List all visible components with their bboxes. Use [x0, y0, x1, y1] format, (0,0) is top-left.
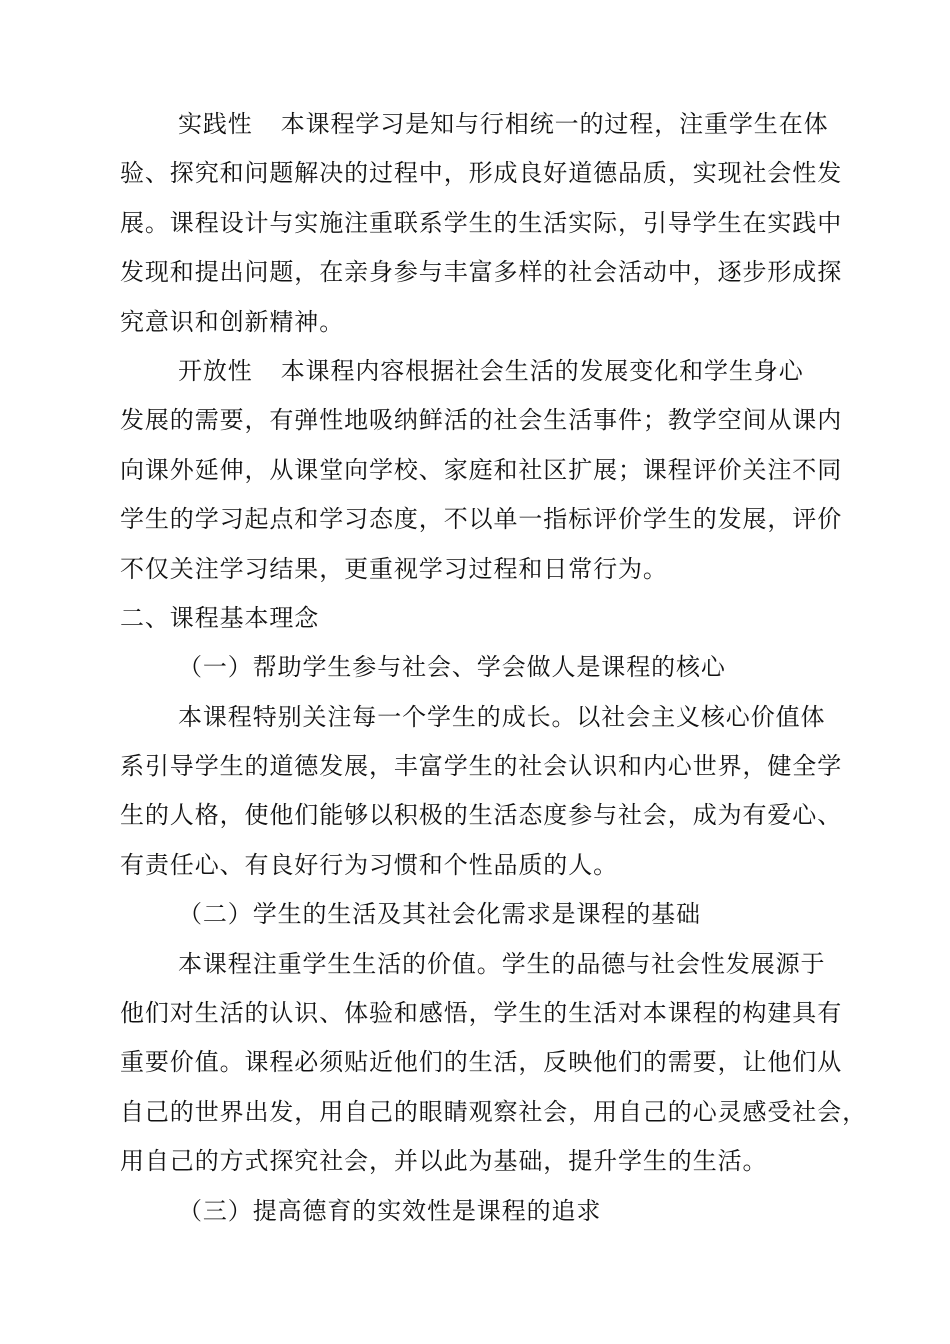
paragraph-text: 本课程学习是知与行相统一的过程，注重学生在体: [280, 110, 829, 138]
paragraph-practice-line-1: [120, 100, 840, 149]
paragraph-line: 生的人格，使他们能够以积极的生活态度参与社会，成为有爱心、: [120, 801, 843, 830]
subsection-heading: （一）帮助学生参与社会、学会做人是课程的核心: [178, 653, 726, 682]
section-heading: 二、课程基本理念: [120, 603, 320, 632]
paragraph-line: 学生的学习起点和学习态度，不以单一指标评价学生的发展，评价: [120, 505, 843, 534]
paragraph-line: 发现和提出问题，在亲身参与丰富多样的社会活动中，逐步形成探: [120, 258, 843, 287]
paragraph-line: 展。课程设计与实施注重联系学生的生活实际，引导学生在实践中: [120, 208, 843, 237]
paragraph-line: 自己的世界出发，用自己的眼睛观察社会，用自己的心灵感受社会，: [120, 1097, 867, 1126]
paragraph-line: 本课程注重学生生活的价值。学生的品德与社会性发展源于: [178, 949, 826, 978]
paragraph-line: 本课程特别关注每一个学生的成长。以社会主义核心价值体: [178, 702, 826, 731]
term-openness: 开放性: [178, 356, 253, 385]
paragraph-line: 究意识和创新精神。: [120, 307, 345, 336]
paragraph-line: 重要价值。课程必须贴近他们的生活，反映他们的需要，让他们从: [120, 1048, 843, 1077]
paragraph-openness-line-1: [120, 347, 840, 396]
paragraph-line: 他们对生活的认识、体验和感悟，学生的生活对本课程的构建具有: [120, 999, 843, 1028]
paragraph-line: 有责任心、有良好行为习惯和个性品质的人。: [120, 850, 618, 879]
paragraph-line: 发展的需要，有弹性地吸纳鲜活的社会生活事件；教学空间从课内: [120, 406, 843, 435]
paragraph-line: 验、探究和问题解决的过程中，形成良好道德品质，实现社会性发: [120, 159, 843, 188]
paragraph-line: 不仅关注学习结果，更重视学习过程和日常行为。: [120, 554, 668, 583]
document-page: [120, 100, 867, 1236]
subsection-heading: （二）学生的生活及其社会化需求是课程的基础: [178, 900, 701, 929]
term-practice: 实践性: [178, 110, 253, 138]
subsection-heading: （三）提高德育的实效性是课程的追求: [178, 1196, 602, 1225]
paragraph-line: 系引导学生的道德发展，丰富学生的社会认识和内心世界，健全学: [120, 752, 843, 781]
paragraph-line: 用自己的方式探究社会，并以此为基础，提升学生的生活。: [120, 1147, 768, 1176]
paragraph-text: 本课程内容根据社会生活的发展变化和学生身心: [280, 356, 804, 385]
paragraph-line: 向课外延伸，从课堂向学校、家庭和社区扩展；课程评价关注不同: [120, 455, 843, 484]
